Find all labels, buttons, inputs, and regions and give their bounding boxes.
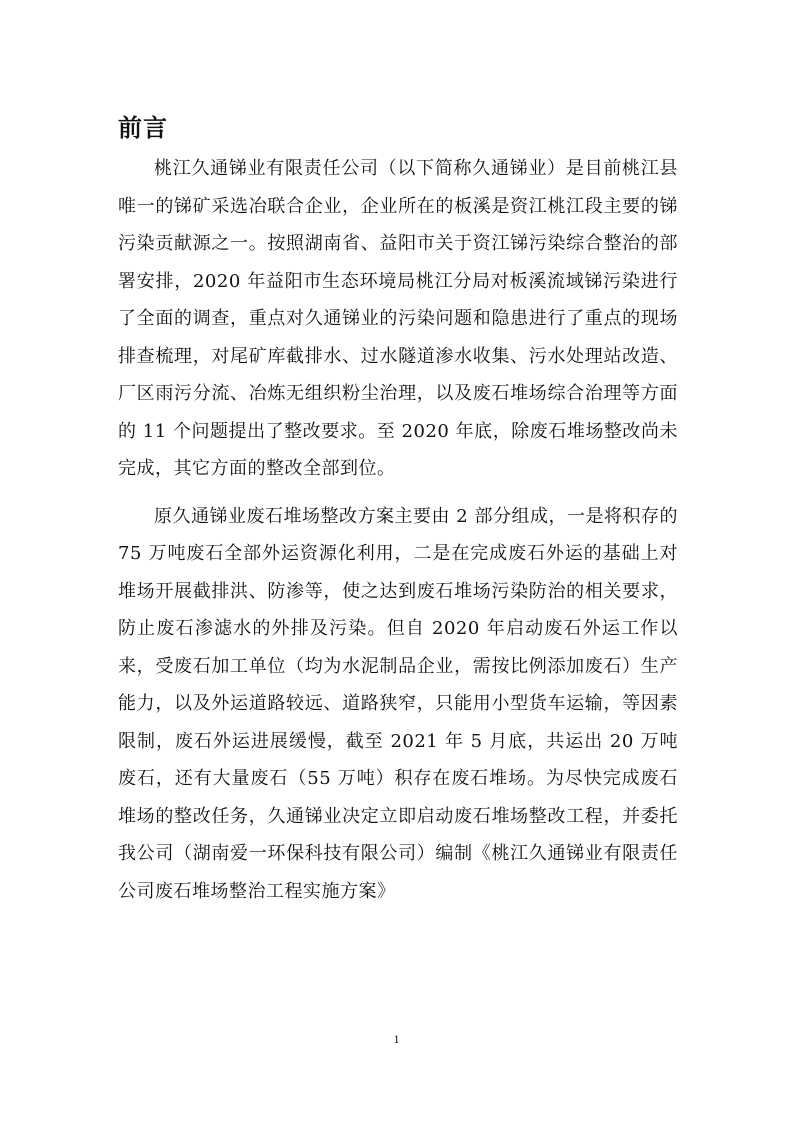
section-heading: 前言 [118,114,168,142]
page-number: 1 [393,1032,400,1046]
paragraph-2: 原久通锑业废石堆场整改方案主要由 2 部分组成，一是将积存的 75 万吨废石全部外运资源化利用，二是在完成废石外运的基础上对堆场开展截排洪、防渗等，使之达到废石堆场污染防治的相关要求，防止废石渗滤水的外排及污染。但自 2020 年启动废石外运工作以来，受废石加工单位（均为水泥制品企业，需按比例添加废石）生产能力，以及外运道路较远、道路狭窄，只能用小型货车运输，等因素限制，废石外运进展缓慢，截至 2021 年 5 月底，共运出 20 万吨废石，还有大量废石（55 万吨）积存在废石堆场。为尽快完成废石堆场的整改任务，久通锑业决定立即启动废石堆场整改工程，并委托我公司（湖南爱一环保科技有限公司）编制《桃江久通锑业有限责任公司废石堆场整治工程实施方案》 [118,505,678,902]
paragraph-1: 桃江久通锑业有限责任公司（以下简称久通锑业）是目前桃江县唯一的锑矿采选冶联合企业，企业所在的板溪是资江桃江段主要的锑污染贡献源之一。按照湖南省、益阳市关于资江锑污染综合整治的部署安排，2020 年益阳市生态环境局桃江分局对板溪流域锑污染进行了全面的调查，重点对久通锑业的污染问题和隐患进行了重点的现场排查梳理，对尾矿库截排水、过水隧道渗水收集、污水处理站改造、厂区雨污分流、冶炼无组织粉尘治理，以及废石堆场综合治理等方面的 11 个问题提出了整改要求。至 2020 年底，除废石堆场整改尚未完成，其它方面的整改全部到位。 [118,158,678,479]
body-text [118,150,678,920]
